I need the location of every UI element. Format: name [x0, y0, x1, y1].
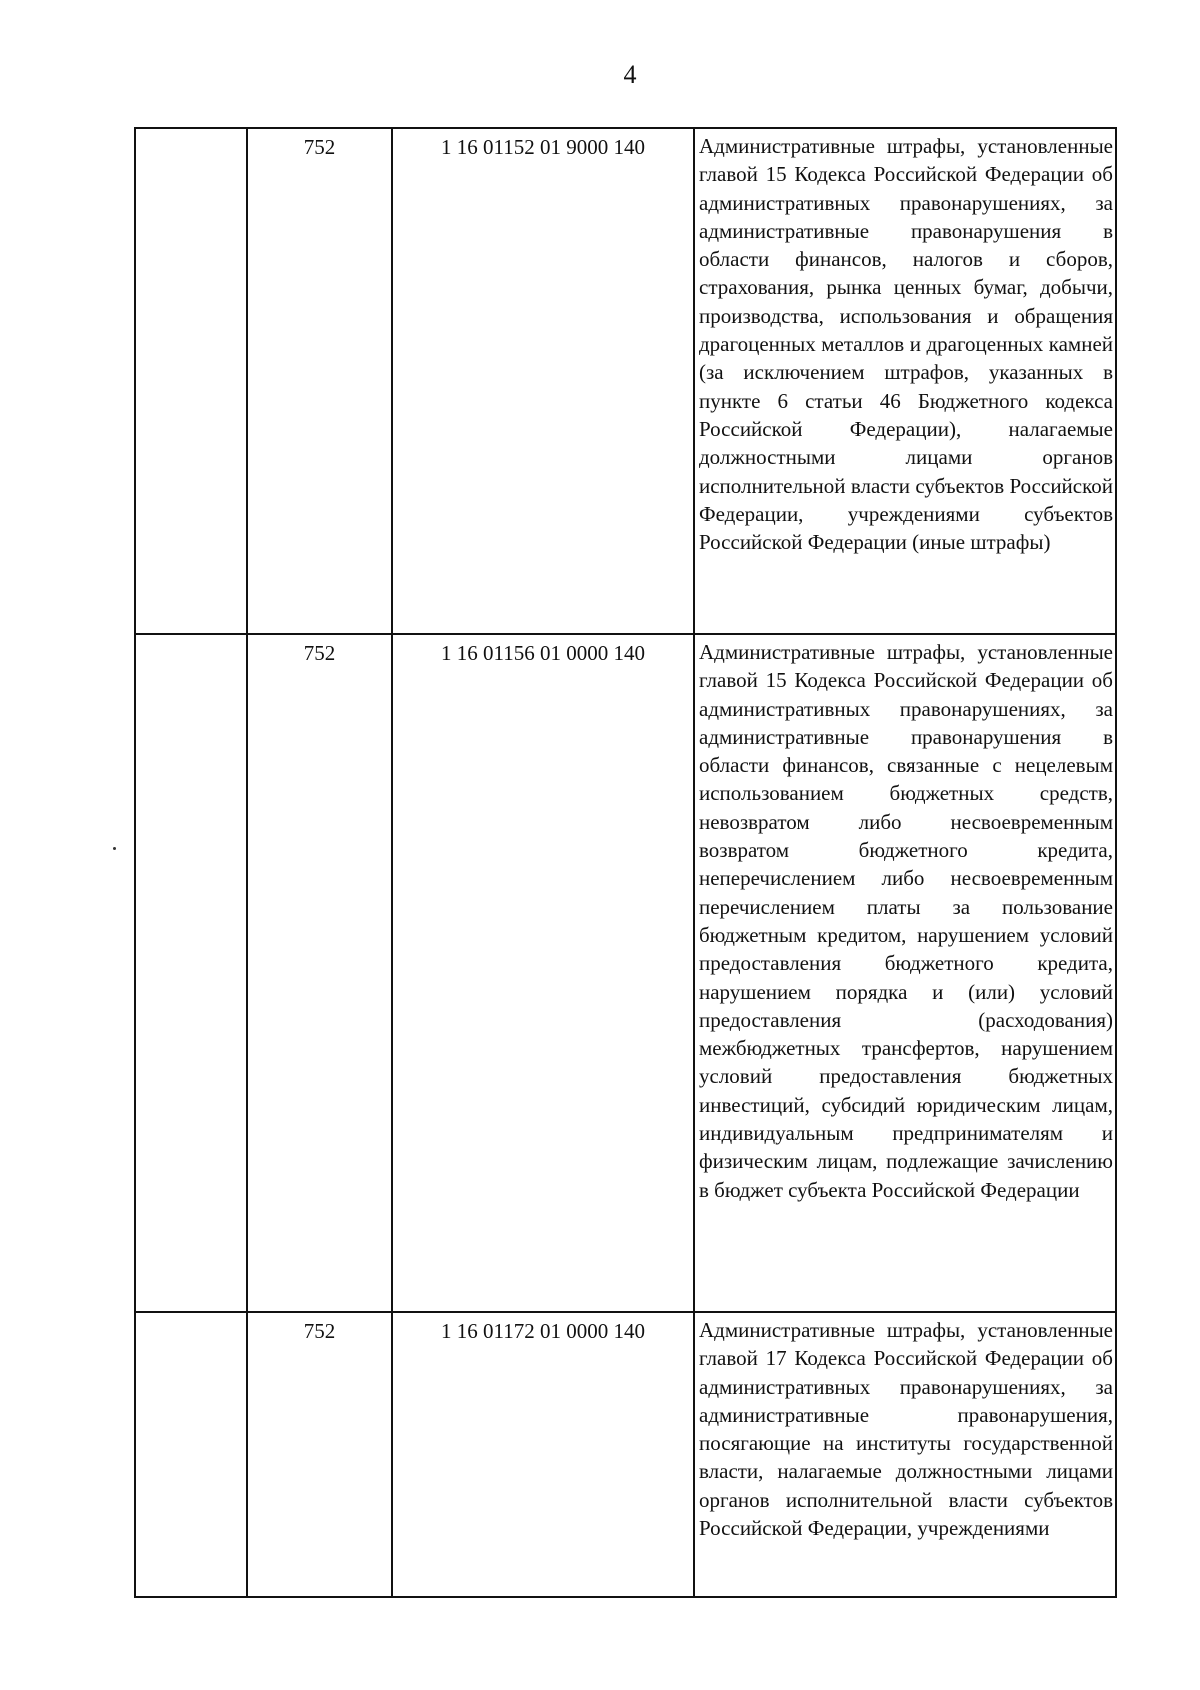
empty-cell	[135, 1312, 247, 1597]
administrator-code: 752	[247, 1312, 392, 1597]
table-row	[135, 1312, 1116, 1597]
table-row	[135, 128, 1116, 634]
income-description: Административные штрафы, установленные главой 15 Кодекса Российской Федерации об административных правонарушениях, за административные правонарушения в области финансов, налогов и сборов, страхования, рынка ценных бумаг, добычи, производства, использования и обращения драгоценных металлов и драгоценных камней (за исключением штрафов, указанных в пункте 6 статьи 46 Бюджетного кодекса Российской Федерации), налагаемые должностными лицами органов исполнительной власти субъектов Российской Федерации, учреждениями субъектов Российской Федерации (иные штрафы)	[694, 128, 1116, 634]
administrator-code: 752	[247, 128, 392, 634]
budget-classification-code: 1 16 01152 01 9000 140	[392, 128, 694, 634]
income-description: Административные штрафы, установленные главой 17 Кодекса Российской Федерации об административных правонарушениях, за административные правонарушения, посягающие на институты государственной власти, налагаемые должностными лицами органов исполнительной власти субъектов Российской Федерации, учреждениями	[694, 1312, 1116, 1597]
empty-cell	[135, 634, 247, 1312]
budget-classification-code: 1 16 01172 01 0000 140	[392, 1312, 694, 1597]
empty-cell	[135, 128, 247, 634]
administrator-code: 752	[247, 634, 392, 1312]
scan-speck	[113, 847, 116, 850]
budget-classification-table	[134, 127, 1117, 1598]
table-row	[135, 634, 1116, 1312]
page-number: 4	[623, 60, 637, 89]
income-description: Административные штрафы, установленные главой 15 Кодекса Российской Федерации об административных правонарушениях, за административные правонарушения в области финансов, связанные с нецелевым использованием бюджетных средств, невозвратом либо несвоевременным возвратом бюджетного кредита, неперечислением либо несвоевременным перечислением платы за пользование бюджетным кредитом, нарушением условий предоставления бюджетного кредита, нарушением порядка и (или) условий предоставления (расходования) межбюджетных трансфертов, нарушением условий предоставления бюджетных инвестиций, субсидий юридическим лицам, индивидуальным предпринимателям и физическим лицам, подлежащие зачислению в бюджет субъекта Российской Федерации	[694, 634, 1116, 1312]
budget-classification-code: 1 16 01156 01 0000 140	[392, 634, 694, 1312]
